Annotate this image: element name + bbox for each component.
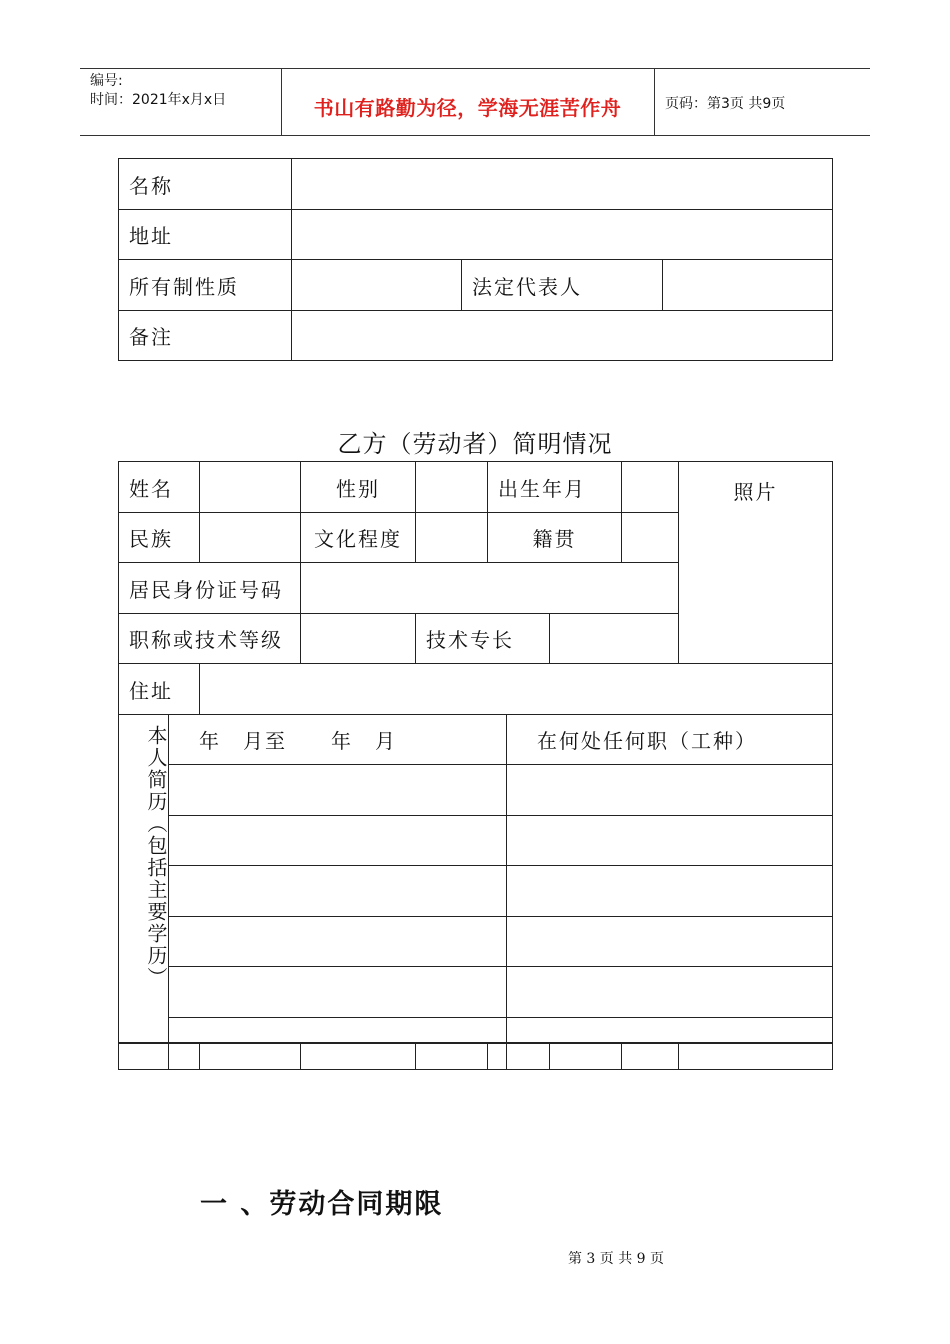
name-label: 名称 [119,159,292,210]
address-value[interactable] [292,210,833,260]
resume-period-cell[interactable] [169,967,507,1018]
ruler-cell [550,1044,622,1070]
ruler-cell [200,1044,301,1070]
ruler-cell [507,1044,550,1070]
specialty-value[interactable] [550,614,679,664]
birth-value[interactable] [622,462,679,513]
photo-cell[interactable] [679,462,833,664]
ruler-cell [119,1044,169,1070]
ruler-cell [622,1044,679,1070]
resume-position-cell[interactable] [507,866,833,917]
residence-label: 住址 [119,664,200,715]
name-value[interactable] [292,159,833,210]
photo-label: 照片 [733,480,778,504]
resume-position-cell[interactable] [507,967,833,1018]
resume-period-cell[interactable] [169,866,507,917]
title-level-value[interactable] [301,614,416,664]
header-divider [654,68,655,135]
gender-label: 性别 [301,462,416,513]
id-label: 居民身份证号码 [119,563,301,614]
footer-page-number: 第 3 页 共 9 页 [567,1251,665,1267]
resume-period-cell[interactable] [169,917,507,967]
ruler-cell [488,1044,507,1070]
remarks-value[interactable] [292,311,833,361]
resume-position-cell[interactable] [507,816,833,866]
page-info: 页码：第3页 共9页 [665,96,786,112]
title-level-label: 职称或技术等级 [119,614,301,664]
header-bottom-rule [80,135,870,136]
resume-period-cell[interactable] [169,1018,507,1043]
ruler-cell [301,1044,416,1070]
party-a-table [118,158,833,361]
resume-position-cell[interactable] [507,1018,833,1043]
header-top-rule [80,68,870,69]
ruler-cell [679,1044,833,1070]
number-label: 编号: [90,73,123,89]
ownership-label: 所有制性质 [119,260,292,311]
resume-period-cell[interactable] [169,765,507,816]
motto: 书山有路勤为径，学海无涯苦作舟 [313,96,622,120]
ruler-cell [416,1044,488,1070]
legal-rep-label: 法定代表人 [462,260,663,311]
ethnicity-value[interactable] [200,513,301,563]
resume-position-cell[interactable] [507,917,833,967]
resume-position-cell[interactable] [507,765,833,816]
native-value[interactable] [622,513,679,563]
id-value[interactable] [301,563,679,614]
address-label: 地址 [119,210,292,260]
specialty-label: 技术专长 [416,614,550,664]
time-label: 时间：2021年x月x日 [90,92,227,108]
party-b-title: 乙方（劳动者）简明情况 [337,430,613,458]
period-header: 年 月至 年 月 [169,715,507,765]
education-value[interactable] [416,513,488,563]
person-name-value[interactable] [200,462,301,513]
ruler-cell [169,1044,200,1070]
position-header: 在何处任何职（工种） [507,715,833,765]
ownership-value[interactable] [292,260,462,311]
resume-label: 本人简历（包括主要学历） [119,715,169,1043]
legal-rep-value[interactable] [663,260,833,311]
residence-value[interactable] [200,664,833,715]
education-label: 文化程度 [301,513,416,563]
birth-label: 出生年月 [488,462,622,513]
person-name-label: 姓名 [119,462,200,513]
section-heading: 一 、劳动合同期限 [200,1189,444,1220]
remarks-label: 备注 [119,311,292,361]
ethnicity-label: 民族 [119,513,200,563]
native-label: 籍贯 [488,513,622,563]
gender-value[interactable] [416,462,488,513]
party-b-table [118,461,833,1043]
resume-period-cell[interactable] [169,816,507,866]
grid-ruler-row [118,1043,833,1070]
